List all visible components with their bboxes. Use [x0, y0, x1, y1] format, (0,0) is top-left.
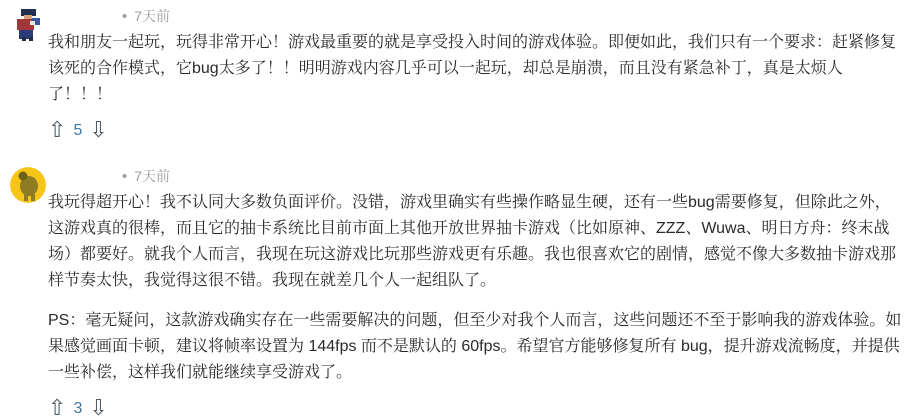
yellow-figure-avatar-image: [10, 167, 46, 203]
downvote-button[interactable]: [89, 398, 107, 418]
pixel-character-avatar[interactable]: [10, 7, 46, 43]
upvote-button[interactable]: [48, 120, 66, 142]
vote-controls: [48, 116, 906, 146]
comment-paragraph: 我和朋友一起玩，玩得非常开心！游戏最重要的就是享受投入时间的游戏体验。即便如此，我们只有一个要求：赶紧修复该死的合作模式，它bug太多了！！明明游戏内容几乎可以一起玩，却总是崩溃，而且没有紧急补丁，真是太烦人了！！！: [48, 34, 897, 103]
comment-meta: [122, 4, 906, 28]
vote-count: 3: [73, 400, 83, 417]
downvote-icon: ⇩: [89, 396, 108, 418]
comment-timestamp: 7天前: [134, 8, 171, 24]
comment-timestamp: 7天前: [134, 168, 171, 184]
comment-meta: [122, 164, 906, 188]
comment-paragraph: 我玩得超开心！我不认同大多数负面评价。没错，游戏里确实有些操作略显生硬，还有一些bug需要修复，但除此之外，这游戏真的很棒，而且它的抽卡系统比目前市面上其他开放世界抽卡游戏（比如原神、ZZZ、Wuwa、明日方舟：终末战场）都要好。就我个人而言，我现在玩这游戏比玩那些游戏更有乐趣。我也很喜欢它的剧情，感觉不像大多数抽卡游戏那样节奏太快，我觉得这很不错。我现在就差几个人一起组队了。: [48, 194, 897, 289]
vote-count: 5: [73, 122, 83, 139]
comment-body: [48, 190, 906, 386]
meta-separator: •: [122, 7, 128, 25]
comment-body: [48, 30, 906, 108]
meta-separator: •: [122, 167, 128, 185]
pixel-character-avatar-image: [10, 7, 46, 43]
comment: [0, 162, 920, 418]
downvote-icon: ⇩: [89, 118, 108, 143]
vote-controls: [48, 394, 906, 418]
downvote-button[interactable]: [89, 120, 107, 142]
comment: [0, 2, 920, 146]
upvote-icon: ⇧: [48, 118, 67, 143]
upvote-button[interactable]: [48, 398, 66, 418]
comment-paragraph: PS：毫无疑问，这款游戏确实存在一些需要解决的问题，但至少对我个人而言，这些问题还不至于影响我的游戏体验。如果感觉画面卡顿，建议将帧率设置为 144fps 而不是默认的 60fps。希望官方能够修复所有 bug，提升游戏流畅度，并提供一些补偿，这样我们就能继续享受游戏了。: [48, 312, 902, 381]
upvote-icon: ⇧: [48, 396, 67, 418]
yellow-figure-avatar[interactable]: [10, 167, 46, 203]
